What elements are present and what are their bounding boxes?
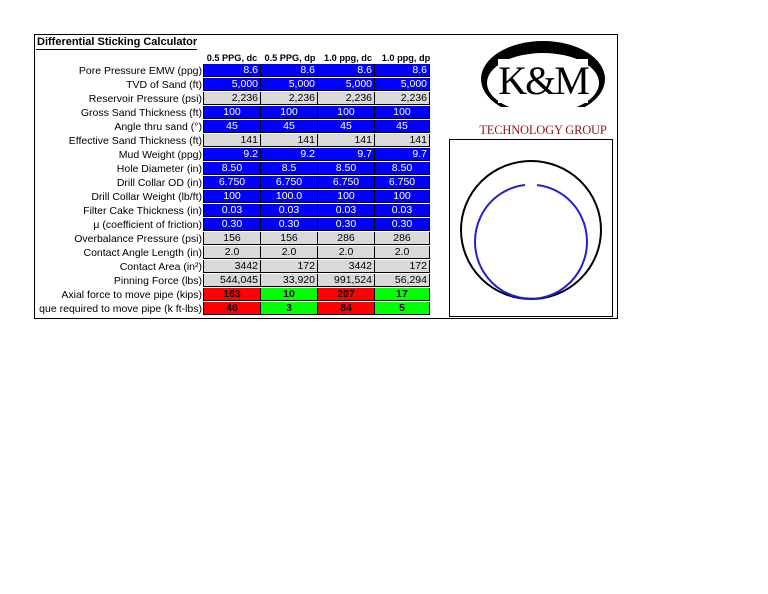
value-cell[interactable]: 0.30 [317,218,374,231]
value-cell[interactable]: 2,236 [374,92,430,105]
value-cell[interactable]: 5 [374,302,430,315]
logo-subtitle: TECHNOLOGY GROUP [479,123,607,137]
hole-outline [461,161,601,299]
table-row [35,162,435,176]
row-label: Overbalance Pressure (psi) [74,233,202,245]
value-cell[interactable]: 8.6 [203,64,260,77]
table-row [35,204,435,218]
value-cell[interactable]: 2,236 [317,92,374,105]
value-cell[interactable]: 156 [203,232,260,245]
row-label: Filter Cake Thickness (in) [83,205,202,217]
value-cell[interactable]: 84 [317,302,374,315]
value-cell[interactable]: 5,000 [374,78,430,91]
table-row [35,134,435,148]
row-label: Pore Pressure EMW (ppg) [78,65,202,77]
table-row [35,232,435,246]
value-cell[interactable]: 45 [203,120,260,133]
value-cell[interactable]: 0.30 [203,218,260,231]
calculator-sheet [34,34,618,319]
value-cell[interactable]: 8.5 [260,162,317,175]
value-cell[interactable]: 0.03 [374,204,430,217]
value-cell[interactable]: 3442 [317,260,374,273]
row-label: Drill Collar Weight (lb/ft) [91,191,202,203]
value-cell[interactable]: 0.03 [317,204,374,217]
value-cell[interactable]: 6.750 [317,176,374,189]
value-cell[interactable]: 991,524 [317,274,374,287]
value-cell[interactable]: 297 [317,288,374,301]
table-row [35,148,435,162]
value-cell[interactable]: 0.03 [203,204,260,217]
value-cell[interactable]: 9.7 [317,148,374,161]
value-cell[interactable]: 141 [203,134,260,147]
value-cell[interactable]: 2.0 [317,246,374,259]
row-label: Drill Collar OD (in) [116,177,202,189]
table-row [35,288,435,302]
column-header: 0.5 PPG, dc [206,53,258,63]
row-label: Contact Area (in²) [119,261,202,273]
row-label: Axial force to move pipe (kips) [61,289,202,301]
value-cell[interactable]: 2.0 [203,246,260,259]
value-cell[interactable]: 0.03 [260,204,317,217]
table-row [35,274,435,288]
column-header: 1.0 ppg, dp [381,53,431,63]
table-row [35,218,435,232]
value-cell[interactable]: 5,000 [260,78,317,91]
value-cell[interactable]: 0.30 [260,218,317,231]
value-cell[interactable]: 3442 [203,260,260,273]
value-cell[interactable]: 141 [374,134,430,147]
row-label: Mud Weight (ppg) [118,149,202,161]
column-header: 1.0 ppg, dc [324,53,372,63]
value-cell[interactable]: 9.2 [260,148,317,161]
value-cell[interactable]: 172 [260,260,317,273]
row-label: Angle thru sand (°) [114,121,202,133]
row-label: Contact Angle Length (in) [83,247,202,259]
value-cell[interactable]: 6.750 [203,176,260,189]
company-logo [478,39,608,139]
value-cell[interactable]: 163 [203,288,260,301]
value-cell[interactable]: 100 [317,106,374,119]
value-cell[interactable]: 3 [260,302,317,315]
value-cell[interactable]: 286 [317,232,374,245]
value-cell[interactable]: 8.6 [260,64,317,77]
row-label: Hole Diameter (in) [116,163,202,175]
row-label: Gross Sand Thickness (ft) [80,107,202,119]
row-label: TVD of Sand (ft) [126,79,202,91]
value-cell[interactable]: 45 [260,120,317,133]
table-row [35,120,435,134]
value-cell[interactable]: 141 [260,134,317,147]
row-label: Effective Sand Thickness (ft) [68,135,202,147]
value-cell[interactable]: 156 [260,232,317,245]
table-row [35,246,435,260]
value-cell[interactable]: 45 [374,120,430,133]
row-label: Reservoir Pressure (psi) [88,93,202,105]
table-row [35,260,435,274]
table-row [35,92,435,106]
value-cell[interactable]: 0.30 [374,218,430,231]
column-header: 0.5 PPG, dp [264,53,316,63]
value-cell[interactable]: 2.0 [260,246,317,259]
value-cell[interactable]: 2,236 [203,92,260,105]
value-cell[interactable]: 8.50 [374,162,430,175]
row-label: que required to move pipe (k ft-lbs) [39,303,202,315]
value-cell[interactable]: 8.6 [374,64,430,77]
table-row [35,190,435,204]
value-cell[interactable]: 8.6 [317,64,374,77]
value-cell[interactable]: 2.0 [374,246,430,259]
value-cell[interactable]: 56,294 [374,274,430,287]
value-cell[interactable]: 100 [374,190,430,203]
contact-diagram [449,139,613,317]
value-cell[interactable]: 10 [260,288,317,301]
table-row [35,78,435,92]
value-cell[interactable]: 9.2 [203,148,260,161]
value-cell[interactable]: 8.50 [203,162,260,175]
value-cell[interactable]: 45 [317,120,374,133]
value-cell[interactable]: 17 [374,288,430,301]
table-row [35,64,435,78]
value-cell[interactable]: 286 [374,232,430,245]
value-cell[interactable]: 6.750 [374,176,430,189]
value-cell[interactable]: 5,000 [203,78,260,91]
sheet-title: Differential Sticking Calculator [37,36,198,48]
value-cell[interactable]: 172 [374,260,430,273]
table-row [35,106,435,120]
value-cell[interactable]: 100 [374,106,430,119]
table-row [35,302,435,316]
wellbore-diagram [450,140,612,316]
value-cell[interactable]: 46 [203,302,260,315]
value-cell[interactable]: 2,236 [260,92,317,105]
row-label: μ (coefficient of friction) [93,219,202,231]
value-cell[interactable]: 100 [203,190,260,203]
drill-collar-outline [475,185,587,299]
value-cell[interactable]: 100 [260,106,317,119]
value-cell[interactable]: 8.50 [317,162,374,175]
value-cell[interactable]: 141 [317,134,374,147]
value-cell[interactable]: 6.750 [260,176,317,189]
value-cell[interactable]: 9.7 [374,148,430,161]
value-cell[interactable]: 100.0 [260,190,317,203]
value-cell[interactable]: 100 [203,106,260,119]
value-cell[interactable]: 5,000 [317,78,374,91]
row-label: Pinning Force (lbs) [113,275,202,287]
logo-text: K&M [498,58,588,103]
value-cell[interactable]: 100 [317,190,374,203]
value-cell[interactable]: 33,920 [260,274,317,287]
table-row [35,176,435,190]
value-cell[interactable]: 544,045 [203,274,260,287]
